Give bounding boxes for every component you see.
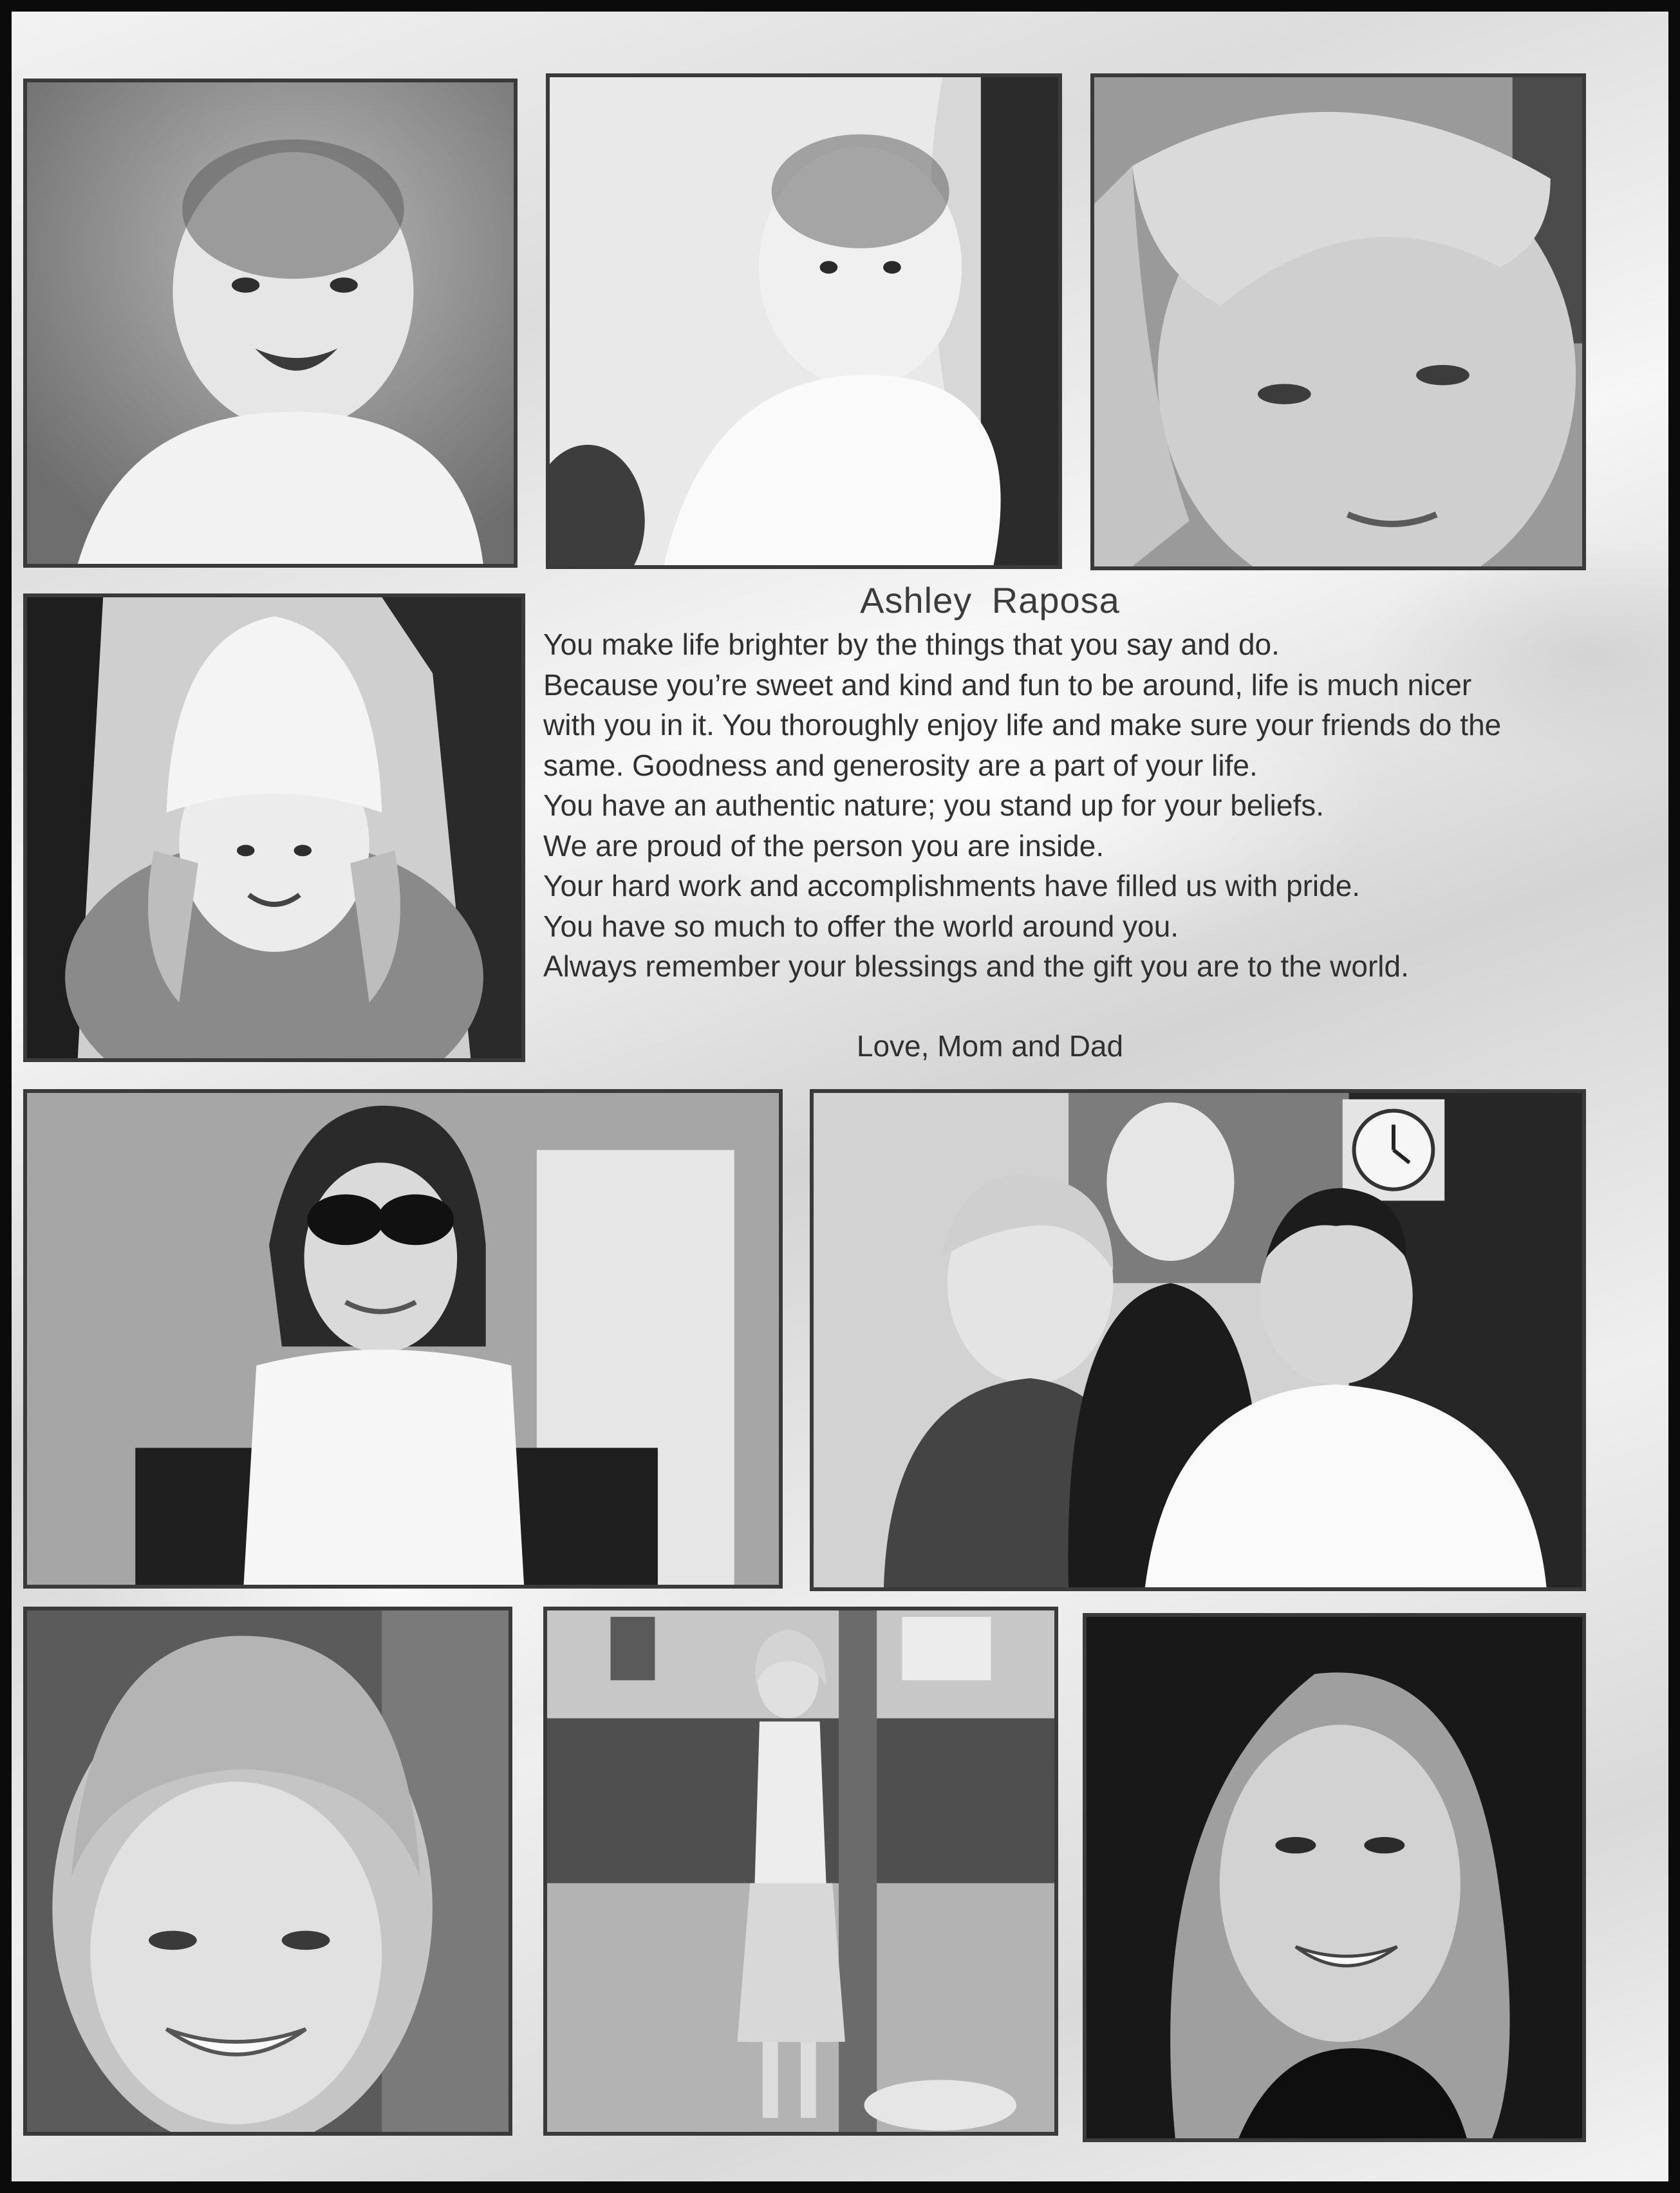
message-line: You have so much to offer the world around you. bbox=[543, 909, 1179, 943]
child-winter-hat-photo bbox=[23, 593, 525, 1062]
toddler-closeup-photo bbox=[1090, 73, 1586, 570]
message-line: Because you’re sweet and kind and fun to be around, life is much nicer bbox=[543, 667, 1472, 702]
message-line: Your hard work and accomplishments have filled us with pride. bbox=[543, 869, 1361, 902]
baby-in-bouncer-photo bbox=[546, 73, 1062, 569]
message-line: You have an authentic nature; you stand up for your beliefs. bbox=[543, 789, 1325, 822]
family-photo bbox=[810, 1089, 1586, 1591]
baby-smiling-photo bbox=[23, 79, 518, 568]
page-title: Ashley Raposa bbox=[860, 580, 1120, 621]
message-line: We are proud of the person you are inside. bbox=[543, 828, 1105, 863]
message-line: same. Goodness and generosity are a part of your life. bbox=[543, 748, 1258, 782]
girl-sunglasses-photo bbox=[23, 1089, 783, 1589]
message-line: You make life brighter by the things that you say and do. bbox=[543, 628, 1280, 661]
signature: Love, Mom and Dad bbox=[856, 1029, 1124, 1063]
teen-standing-outdoors-photo bbox=[543, 1607, 1058, 2136]
message-line: with you in it. You thoroughly enjoy life and make sure your friends do the bbox=[543, 708, 1502, 742]
message-line: Always remember your blessings and the gift you are to the world. bbox=[543, 949, 1409, 983]
message-text bbox=[543, 624, 1599, 987]
girl-bangs-smiling-photo bbox=[23, 1607, 512, 2136]
senior-portrait-photo bbox=[1083, 1613, 1586, 2142]
